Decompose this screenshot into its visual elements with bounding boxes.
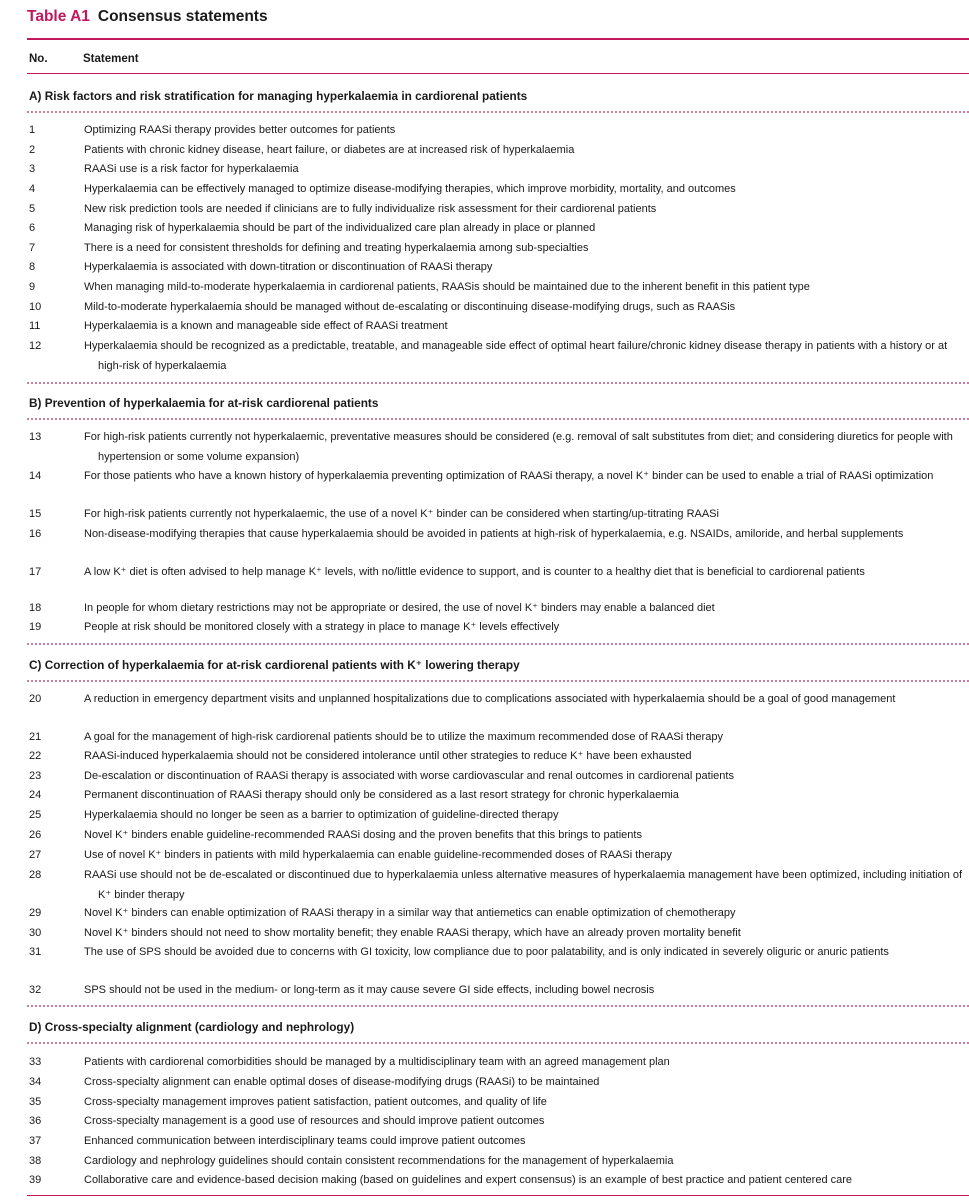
section-divider bbox=[27, 643, 969, 645]
row-number: 39 bbox=[29, 1174, 42, 1186]
row-number: 9 bbox=[29, 281, 36, 293]
row-number: 13 bbox=[29, 431, 42, 443]
row-statement: People at risk should be monitored closely with a strategy in place to manage K⁺ levels effectively bbox=[84, 621, 560, 633]
row-number: 4 bbox=[29, 183, 36, 195]
row-number: 1 bbox=[29, 124, 36, 136]
row-number: 7 bbox=[29, 242, 36, 254]
row-number: 5 bbox=[29, 203, 36, 215]
section-divider bbox=[27, 1005, 969, 1007]
row-number: 37 bbox=[29, 1135, 42, 1147]
section-rule-a bbox=[27, 111, 969, 113]
header-rule bbox=[27, 73, 969, 74]
section-title-a: A) Risk factors and risk stratification for managing hyperkalaemia in cardiorenal patients bbox=[29, 89, 528, 103]
row-number: 25 bbox=[29, 809, 42, 821]
row-number: 36 bbox=[29, 1115, 42, 1127]
row-statement: Novel K⁺ binders should not need to show mortality benefit; they enable RAASi therapy, which have an already proven mortality benefit bbox=[84, 927, 741, 939]
row-number: 22 bbox=[29, 750, 42, 762]
section-title-d: D) Cross-specialty alignment (cardiology and nephrology) bbox=[29, 1020, 355, 1034]
row-number: 15 bbox=[29, 508, 42, 520]
row-number: 16 bbox=[29, 528, 42, 540]
row-statement: Collaborative care and evidence-based decision making (based on guidelines and expert consensus) is an example of best practice and patient centered care bbox=[84, 1174, 853, 1186]
row-statement: Enhanced communication between interdisciplinary teams could improve patient outcomes bbox=[84, 1135, 526, 1147]
row-statement: There is a need for consistent thresholds for defining and treating hyperkalaemia among sub-specialties bbox=[84, 242, 589, 254]
row-number: 27 bbox=[29, 849, 42, 861]
row-statement: SPS should not be used in the medium- or long-term as it may cause severe GI side effects, including bowel necrosis bbox=[84, 984, 655, 996]
row-number: 8 bbox=[29, 261, 36, 273]
row-statement: RAASi use is a risk factor for hyperkalaemia bbox=[84, 163, 299, 175]
row-number: 38 bbox=[29, 1155, 42, 1167]
row-statement: Managing risk of hyperkalaemia should be part of the individualized care plan already in place or planned bbox=[84, 222, 596, 234]
row-statement: Cross-specialty management improves patient satisfaction, patient outcomes, and quality of life bbox=[84, 1096, 547, 1108]
row-number: 19 bbox=[29, 621, 42, 633]
row-number: 32 bbox=[29, 984, 42, 996]
row-number: 34 bbox=[29, 1076, 42, 1088]
row-statement: For high-risk patients currently not hyperkalaemic, the use of a novel K⁺ binder can be considered when starting/up-titrating RAASi bbox=[84, 508, 719, 520]
row-statement: Novel K⁺ binders enable guideline-recommended RAASi dosing and the proven benefits that this brings to patients bbox=[84, 829, 642, 841]
row-number: 2 bbox=[29, 144, 36, 156]
column-header-no: No. bbox=[29, 53, 48, 65]
row-statement: A goal for the management of high-risk cardiorenal patients should be to utilize the maximum recommended dose of RAASi therapy bbox=[84, 731, 723, 743]
row-statement: When managing mild-to-moderate hyperkalaemia in cardiorenal patients, RAASis should be maintained due to the inherent benefit in this patient type bbox=[84, 281, 810, 293]
row-statement: For those patients who have a known history of hyperkalaemia preventing optimization of RAASi therapy, a novel K⁺ binder can be used to enable a trial of RAASi optimization bbox=[84, 470, 934, 482]
row-number: 12 bbox=[29, 340, 42, 352]
row-statement: Hyperkalaemia should no longer be seen as a barrier to optimization of guideline-directed therapy bbox=[84, 809, 559, 821]
row-number: 35 bbox=[29, 1096, 42, 1108]
row-statement: De-escalation or discontinuation of RAASi therapy is associated with worse cardiovascular and renal outcomes in cardiorenal patients bbox=[84, 770, 734, 782]
row-statement: In people for whom dietary restrictions may not be appropriate or desired, the use of novel K⁺ binders may enable a balanced diet bbox=[84, 602, 715, 614]
row-number: 18 bbox=[29, 602, 42, 614]
row-number: 21 bbox=[29, 731, 42, 743]
table-label: Table A1 bbox=[27, 8, 90, 25]
row-statement: New risk prediction tools are needed if clinicians are to fully individualize risk assessment for their cardiorenal patients bbox=[84, 203, 657, 215]
row-statement: RAASi use should not be de-escalated or discontinued due to hyperkalaemia unless alternative measures of hyperkalaemia management have been optimized, including initiation of K⁺ binder therapy bbox=[84, 869, 963, 901]
row-statement: Hyperkalaemia is associated with down-titration or discontinuation of RAASi therapy bbox=[84, 261, 493, 273]
table-title: Consensus statements bbox=[97, 8, 268, 25]
section-title-b: B) Prevention of hyperkalaemia for at-risk cardiorenal patients bbox=[29, 396, 379, 410]
row-statement: Patients with cardiorenal comorbidities should be managed by a multidisciplinary team with an agreed management plan bbox=[84, 1056, 670, 1068]
row-number: 24 bbox=[29, 789, 42, 801]
row-number: 20 bbox=[29, 693, 42, 705]
row-number: 29 bbox=[29, 907, 42, 919]
row-statement: A reduction in emergency department visits and unplanned hospitalizations due to complications associated with hyperkalaemia should be a goal of good management bbox=[84, 693, 896, 705]
section-rule-b bbox=[27, 418, 969, 420]
row-statement: Hyperkalaemia is a known and manageable side effect of RAASi treatment bbox=[84, 320, 448, 332]
row-number: 31 bbox=[29, 946, 42, 958]
row-number: 33 bbox=[29, 1056, 42, 1068]
row-number: 23 bbox=[29, 770, 42, 782]
row-statement: Novel K⁺ binders can enable optimization of RAASi therapy in a similar way that antiemetics can enable optimization of chemotherapy bbox=[84, 907, 736, 919]
row-statement: Non-disease-modifying therapies that cause hyperkalaemia should be avoided in patients at high-risk of hyperkalaemia, e.g. NSAIDs, amiloride, and herbal supplements bbox=[84, 528, 904, 540]
row-number: 17 bbox=[29, 566, 42, 578]
row-statement: Hyperkalaemia should be recognized as a predictable, treatable, and manageable side effect of optimal heart failure/chronic kidney disease therapy in patients with a history or at high-risk of hyperkalaemia bbox=[84, 340, 948, 372]
section-divider bbox=[27, 382, 969, 384]
row-statement: A low K⁺ diet is often advised to help manage K⁺ levels, with no/little evidence to support, and is counter to a healthy diet that is beneficial to cardiorenal patients bbox=[84, 566, 865, 578]
row-statement: RAASi-induced hyperkalaemia should not be considered intolerance until other strategies to reduce K⁺ have been exhausted bbox=[84, 750, 692, 762]
bottom-rule bbox=[27, 1195, 969, 1196]
row-statement: Cardiology and nephrology guidelines should contain consistent recommendations for the management of hyperkalaemia bbox=[84, 1155, 674, 1167]
row-statement: Cross-specialty management is a good use of resources and should improve patient outcomes bbox=[84, 1115, 545, 1127]
row-number: 10 bbox=[29, 301, 42, 313]
row-statement: Hyperkalaemia can be effectively managed to optimize disease-modifying therapies, which improve morbidity, mortality, and outcomes bbox=[84, 183, 736, 195]
row-statement: Cross-specialty alignment can enable optimal doses of disease-modifying drugs (RAASi) to be maintained bbox=[84, 1076, 600, 1088]
row-number: 30 bbox=[29, 927, 42, 939]
column-header-statement: Statement bbox=[83, 53, 139, 65]
row-number: 11 bbox=[29, 320, 41, 332]
row-statement: Use of novel K⁺ binders in patients with mild hyperkalaemia can enable guideline-recommended doses of RAASi therapy bbox=[84, 849, 672, 861]
table-caption bbox=[27, 4, 268, 30]
row-number: 6 bbox=[29, 222, 36, 234]
row-statement: For high-risk patients currently not hyperkalaemic, preventative measures should be considered (e.g. removal of salt substitutes from diet; and considering diuretics for people with hypertension or some volume expansion) bbox=[84, 431, 953, 463]
row-statement: Patients with chronic kidney disease, heart failure, or diabetes are at increased risk of hyperkalaemia bbox=[84, 144, 575, 156]
row-number: 14 bbox=[29, 470, 42, 482]
row-statement: Optimizing RAASi therapy provides better outcomes for patients bbox=[84, 124, 396, 136]
row-number: 28 bbox=[29, 869, 42, 881]
row-statement: Permanent discontinuation of RAASi therapy should only be considered as a last resort strategy for chronic hyperkalaemia bbox=[84, 789, 679, 801]
section-rule-d bbox=[27, 1042, 969, 1044]
row-number: 26 bbox=[29, 829, 42, 841]
top-rule bbox=[27, 38, 969, 40]
section-title-c: C) Correction of hyperkalaemia for at-risk cardiorenal patients with K⁺ lowering therapy bbox=[29, 658, 520, 672]
row-statement: Mild-to-moderate hyperkalaemia should be managed without de-escalating or discontinuing disease-modifying drugs, such as RAASis bbox=[84, 301, 736, 313]
row-number: 3 bbox=[29, 163, 36, 175]
row-statement: The use of SPS should be avoided due to concerns with GI toxicity, low compliance due to poor palatability, and is only indicated in severely oliguric or anuric patients bbox=[84, 946, 889, 958]
section-rule-c bbox=[27, 680, 969, 682]
